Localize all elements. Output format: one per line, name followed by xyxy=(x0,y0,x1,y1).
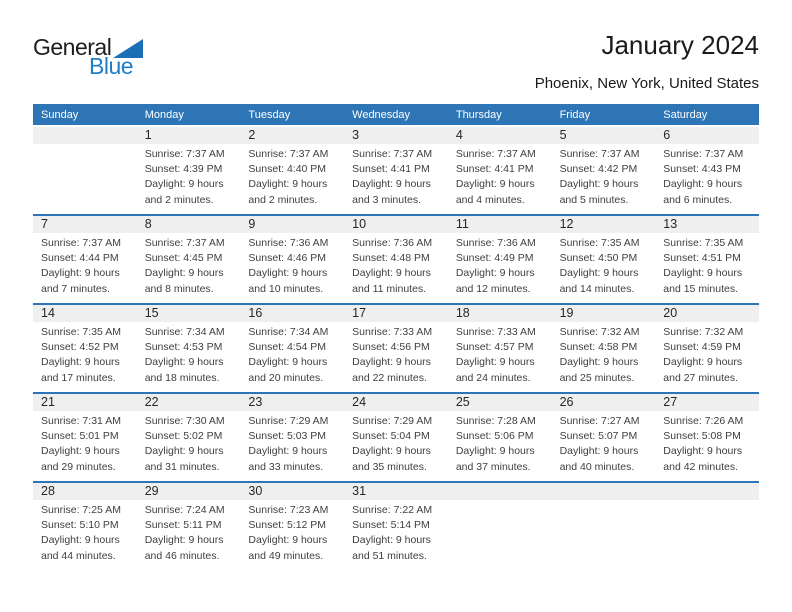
daylight-text: Daylight: 9 hours and 12 minutes. xyxy=(455,267,535,295)
day-number: 8 xyxy=(137,216,241,233)
daylight-text: Daylight: 9 hours and 2 minutes. xyxy=(144,178,224,206)
empty-day-cell xyxy=(448,483,552,570)
day-number: 13 xyxy=(655,216,759,233)
sunrise-text: Sunrise: 7:35 AM xyxy=(663,237,744,249)
day-number: 18 xyxy=(448,305,552,322)
day-number: 28 xyxy=(33,483,137,500)
day-number: 4 xyxy=(448,127,552,144)
daylight-text: Daylight: 9 hours and 40 minutes. xyxy=(559,445,639,473)
sunset-text: Sunset: 4:41 PM xyxy=(352,163,430,176)
day-number: 26 xyxy=(552,394,656,411)
week-row-1 xyxy=(33,125,759,214)
daylight-text: Daylight: 9 hours and 6 minutes. xyxy=(663,178,743,206)
day-number: 10 xyxy=(344,216,448,233)
day-number: 14 xyxy=(33,305,137,322)
daylight-text: Daylight: 9 hours and 3 minutes. xyxy=(352,178,431,206)
sunset-text: Sunset: 5:12 PM xyxy=(248,519,327,532)
empty-day-cell xyxy=(552,483,656,570)
sunrise-text: Sunrise: 7:29 AM xyxy=(248,415,329,427)
page-subtitle: Phoenix, New York, United States xyxy=(534,75,759,92)
day-header-thursday: Thursday xyxy=(455,108,502,121)
sunset-text: Sunset: 4:45 PM xyxy=(144,252,223,265)
sunset-text: Sunset: 4:49 PM xyxy=(455,252,534,265)
day-cell xyxy=(137,394,241,481)
day-cell xyxy=(344,394,448,481)
day-cell xyxy=(448,127,552,214)
day-cell xyxy=(552,127,656,214)
sunset-text: Sunset: 4:43 PM xyxy=(663,163,741,176)
day-cell xyxy=(552,394,656,481)
sunrise-text: Sunrise: 7:24 AM xyxy=(144,504,225,516)
daylight-text: Daylight: 9 hours and 29 minutes. xyxy=(41,445,120,473)
sunrise-text: Sunrise: 7:35 AM xyxy=(559,237,640,249)
daylight-text: Daylight: 9 hours and 31 minutes. xyxy=(144,445,224,473)
sunset-text: Sunset: 5:14 PM xyxy=(352,519,430,532)
logo-text-blue: Blue xyxy=(89,53,134,79)
day-number xyxy=(655,483,759,500)
sunset-text: Sunset: 4:58 PM xyxy=(559,341,638,354)
daylight-text: Daylight: 9 hours and 8 minutes. xyxy=(144,267,224,295)
sunrise-text: Sunrise: 7:29 AM xyxy=(352,415,433,427)
day-cell xyxy=(33,483,137,570)
daylight-text: Daylight: 9 hours and 2 minutes. xyxy=(248,178,328,206)
day-number: 31 xyxy=(344,483,448,500)
daylight-text: Daylight: 9 hours and 22 minutes. xyxy=(352,356,431,384)
sunrise-text: Sunrise: 7:34 AM xyxy=(248,326,329,338)
sunrise-text: Sunrise: 7:37 AM xyxy=(144,148,225,160)
day-cell xyxy=(240,394,344,481)
day-number: 17 xyxy=(344,305,448,322)
daylight-text: Daylight: 9 hours and 18 minutes. xyxy=(144,356,224,384)
sunset-text: Sunset: 5:02 PM xyxy=(144,430,223,443)
week-row-4 xyxy=(33,392,759,481)
sunrise-text: Sunrise: 7:36 AM xyxy=(455,237,536,249)
day-number: 29 xyxy=(137,483,241,500)
daylight-text: Daylight: 9 hours and 15 minutes. xyxy=(663,267,743,295)
week-row-5 xyxy=(33,481,759,570)
sunset-text: Sunset: 4:56 PM xyxy=(352,341,430,354)
day-cell xyxy=(448,394,552,481)
sunset-text: Sunset: 4:48 PM xyxy=(352,252,430,265)
sunrise-text: Sunrise: 7:37 AM xyxy=(455,148,536,160)
sunset-text: Sunset: 4:50 PM xyxy=(559,252,638,265)
day-cell xyxy=(240,483,344,570)
daylight-text: Daylight: 9 hours and 49 minutes. xyxy=(248,534,328,562)
day-cell xyxy=(344,483,448,570)
day-cell xyxy=(137,216,241,303)
day-cell xyxy=(655,394,759,481)
sunset-text: Sunset: 4:59 PM xyxy=(663,341,741,354)
day-number: 2 xyxy=(240,127,344,144)
daylight-text: Daylight: 9 hours and 10 minutes. xyxy=(248,267,328,295)
daylight-text: Daylight: 9 hours and 35 minutes. xyxy=(352,445,431,473)
day-cell xyxy=(33,305,137,392)
day-cell xyxy=(240,127,344,214)
sunrise-text: Sunrise: 7:30 AM xyxy=(144,415,225,427)
general-blue-logo xyxy=(33,36,143,78)
day-cell xyxy=(33,394,137,481)
day-header-sunday: Sunday xyxy=(41,108,79,121)
day-cell xyxy=(240,305,344,392)
sunrise-text: Sunrise: 7:23 AM xyxy=(248,504,329,516)
day-number: 1 xyxy=(137,127,241,144)
day-cell xyxy=(344,305,448,392)
daylight-text: Daylight: 9 hours and 51 minutes. xyxy=(352,534,431,562)
day-cell xyxy=(344,216,448,303)
empty-day-cell xyxy=(655,483,759,570)
day-number xyxy=(448,483,552,500)
sunset-text: Sunset: 5:10 PM xyxy=(41,519,119,532)
day-number: 12 xyxy=(552,216,656,233)
title-block xyxy=(535,30,759,92)
day-cell xyxy=(448,216,552,303)
day-number: 30 xyxy=(240,483,344,500)
day-cell xyxy=(655,216,759,303)
sunrise-text: Sunrise: 7:25 AM xyxy=(41,504,121,516)
sunrise-text: Sunrise: 7:37 AM xyxy=(559,148,640,160)
sunrise-text: Sunrise: 7:35 AM xyxy=(41,326,121,338)
day-number: 15 xyxy=(137,305,241,322)
sunset-text: Sunset: 5:07 PM xyxy=(559,430,638,443)
daylight-text: Daylight: 9 hours and 46 minutes. xyxy=(144,534,224,562)
day-cell xyxy=(33,216,137,303)
day-cell xyxy=(448,305,552,392)
week-row-2 xyxy=(33,214,759,303)
daylight-text: Daylight: 9 hours and 4 minutes. xyxy=(455,178,535,206)
day-number: 11 xyxy=(448,216,552,233)
day-number: 5 xyxy=(552,127,656,144)
daylight-text: Daylight: 9 hours and 14 minutes. xyxy=(559,267,639,295)
day-cell xyxy=(240,216,344,303)
daylight-text: Daylight: 9 hours and 44 minutes. xyxy=(41,534,120,562)
daylight-text: Daylight: 9 hours and 20 minutes. xyxy=(248,356,328,384)
day-header-wednesday: Wednesday xyxy=(352,108,411,121)
sunrise-text: Sunrise: 7:37 AM xyxy=(352,148,433,160)
empty-day-cell xyxy=(33,127,137,214)
sunset-text: Sunset: 4:53 PM xyxy=(144,341,223,354)
sunset-text: Sunset: 5:08 PM xyxy=(663,430,741,443)
day-number: 25 xyxy=(448,394,552,411)
sunset-text: Sunset: 4:39 PM xyxy=(144,163,223,176)
sunset-text: Sunset: 4:57 PM xyxy=(455,341,534,354)
daylight-text: Daylight: 9 hours and 33 minutes. xyxy=(248,445,328,473)
daylight-text: Daylight: 9 hours and 5 minutes. xyxy=(559,178,639,206)
day-header-monday: Monday xyxy=(144,108,184,121)
calendar-body xyxy=(33,125,759,570)
sunrise-text: Sunrise: 7:22 AM xyxy=(352,504,433,516)
sunrise-text: Sunrise: 7:37 AM xyxy=(663,148,744,160)
sunset-text: Sunset: 5:06 PM xyxy=(455,430,534,443)
day-cell xyxy=(344,127,448,214)
sunset-text: Sunset: 4:52 PM xyxy=(41,341,119,354)
sunrise-text: Sunrise: 7:32 AM xyxy=(559,326,640,338)
day-cell xyxy=(137,305,241,392)
sunset-text: Sunset: 5:04 PM xyxy=(352,430,430,443)
sunrise-text: Sunrise: 7:37 AM xyxy=(41,237,121,249)
day-number: 3 xyxy=(344,127,448,144)
sunrise-text: Sunrise: 7:31 AM xyxy=(41,415,121,427)
sunset-text: Sunset: 4:41 PM xyxy=(455,163,534,176)
page-header xyxy=(33,0,759,104)
daylight-text: Daylight: 9 hours and 27 minutes. xyxy=(663,356,743,384)
day-header-saturday: Saturday xyxy=(663,108,708,121)
sunrise-text: Sunrise: 7:27 AM xyxy=(559,415,640,427)
sunrise-text: Sunrise: 7:36 AM xyxy=(352,237,433,249)
day-number: 24 xyxy=(344,394,448,411)
sunset-text: Sunset: 4:46 PM xyxy=(248,252,327,265)
day-cell xyxy=(655,305,759,392)
sunset-text: Sunset: 4:40 PM xyxy=(248,163,327,176)
sunset-text: Sunset: 4:54 PM xyxy=(248,341,327,354)
daylight-text: Daylight: 9 hours and 11 minutes. xyxy=(352,267,431,295)
sunset-text: Sunset: 5:01 PM xyxy=(41,430,119,443)
sunset-text: Sunset: 5:03 PM xyxy=(248,430,327,443)
day-number xyxy=(33,127,137,144)
day-number: 23 xyxy=(240,394,344,411)
day-number: 7 xyxy=(33,216,137,233)
day-number: 16 xyxy=(240,305,344,322)
sunrise-text: Sunrise: 7:28 AM xyxy=(455,415,536,427)
weekday-header-row xyxy=(33,104,759,125)
sunrise-text: Sunrise: 7:33 AM xyxy=(455,326,536,338)
daylight-text: Daylight: 9 hours and 37 minutes. xyxy=(455,445,535,473)
day-cell xyxy=(552,305,656,392)
day-number: 22 xyxy=(137,394,241,411)
day-number: 9 xyxy=(240,216,344,233)
week-row-3 xyxy=(33,303,759,392)
day-number: 6 xyxy=(655,127,759,144)
daylight-text: Daylight: 9 hours and 17 minutes. xyxy=(41,356,120,384)
sunset-text: Sunset: 4:51 PM xyxy=(663,252,741,265)
day-number: 20 xyxy=(655,305,759,322)
sunrise-text: Sunrise: 7:34 AM xyxy=(144,326,225,338)
sunrise-text: Sunrise: 7:36 AM xyxy=(248,237,329,249)
daylight-text: Daylight: 9 hours and 42 minutes. xyxy=(663,445,743,473)
day-number: 19 xyxy=(552,305,656,322)
sunset-text: Sunset: 4:42 PM xyxy=(559,163,638,176)
sunrise-text: Sunrise: 7:26 AM xyxy=(663,415,744,427)
sunrise-text: Sunrise: 7:37 AM xyxy=(144,237,225,249)
day-cell xyxy=(137,127,241,214)
day-header-friday: Friday xyxy=(559,108,591,121)
daylight-text: Daylight: 9 hours and 7 minutes. xyxy=(41,267,120,295)
sunset-text: Sunset: 4:44 PM xyxy=(41,252,119,265)
sunrise-text: Sunrise: 7:32 AM xyxy=(663,326,744,338)
sunrise-text: Sunrise: 7:33 AM xyxy=(352,326,433,338)
day-number: 21 xyxy=(33,394,137,411)
daylight-text: Daylight: 9 hours and 24 minutes. xyxy=(455,356,535,384)
logo-text-general: General xyxy=(33,34,112,60)
calendar xyxy=(33,104,759,570)
day-cell xyxy=(655,127,759,214)
day-number: 27 xyxy=(655,394,759,411)
day-header-tuesday: Tuesday xyxy=(248,108,291,121)
sunset-text: Sunset: 5:11 PM xyxy=(144,519,222,532)
sunrise-text: Sunrise: 7:37 AM xyxy=(248,148,329,160)
daylight-text: Daylight: 9 hours and 25 minutes. xyxy=(559,356,639,384)
page-title: January 2024 xyxy=(601,30,759,60)
day-cell xyxy=(552,216,656,303)
day-number xyxy=(552,483,656,500)
day-cell xyxy=(137,483,241,570)
